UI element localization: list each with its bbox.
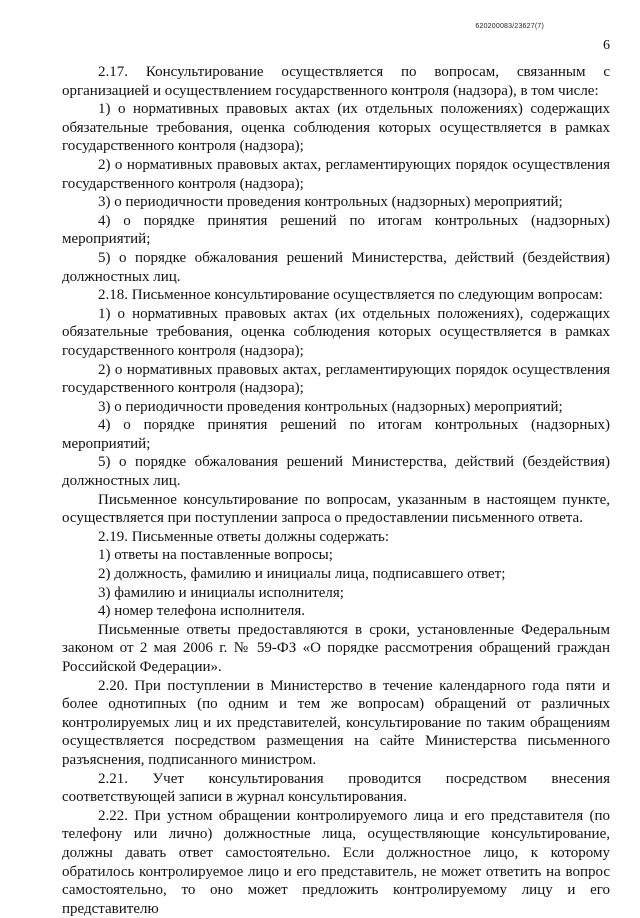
list-item: 4) о порядке принятия решений по итогам контрольных (надзорных) мероприятий; (62, 417, 610, 452)
list-item: 1) ответы на поставленные вопросы; (98, 547, 333, 564)
document-code: 620200083/23627(7) (475, 23, 544, 30)
list-item: 2) о нормативных правовых актах, регламентирующих порядок осуществления государственного контроля (надзора); (62, 156, 610, 192)
list-item: 2) должность, фамилию и инициалы лица, подписавшего ответ; (98, 566, 506, 583)
list-item: 1) о нормативных правовых актах (их отдельных положениях) содержащих обязательные требования, оценка соблюдения которых осуществляется в рамках государственного контроля (надзора); (62, 101, 610, 155)
list-item: 2) о нормативных правовых актах, регламентирующих порядок осуществления государственного контроля (надзора); (62, 361, 610, 397)
list-item: 3) фамилию и инициалы исполнителя; (98, 584, 344, 601)
paragraph-2-21: 2.21. Учет консультирования проводится посредством внесения соответствующей записи в журнал консультирования. (62, 770, 610, 806)
paragraph-text: Письменное консультирование по вопросам, указанным в настоящем пункте, осуществляется при поступлении запроса о предоставлении письменного ответа. (62, 491, 610, 527)
paragraph-2-18: 2.18. Письменное консультирование осуществляется по следующим вопросам: (98, 287, 603, 304)
list-item: 4) номер телефона исполнителя. (98, 603, 305, 620)
list-item: 5) о порядке обжалования решений Министерства, действий (бездействия) должностных лиц. (62, 249, 610, 285)
list-item: 3) о периодичности проведения контрольных (надзорных) мероприятий; (98, 194, 563, 211)
paragraph-text: Письменные ответы предоставляются в сроки, установленные Федеральным законом от 2 мая 2006 г. № 59-ФЗ «О порядке рассмотрения обращений граждан Российской Федерации». (62, 621, 610, 675)
list-item: 5) о порядке обжалования решений Министерства, действий (бездействия) должностных лиц. (62, 454, 610, 490)
document-body (62, 63, 610, 918)
paragraph-2-17: 2.17. Консультирование осуществляется по вопросам, связанным с организацией и осуществлением государственного контроля (надзора), в том числе: (62, 64, 610, 99)
paragraph-2-22: 2.22. При устном обращении контролируемого лица и его представителя (по телефону или лично) должностные лица, осуществляющие консультирование, должны давать ответ самостоятельно. Если должностное лицо, к которому обратилось контролируемое лицо и его представитель, не может ответить на вопрос самостоятельно, то оно может предложить контролируемому лицу и его представителю (62, 807, 610, 917)
list-item: 4) о порядке принятия решений по итогам контрольных (надзорных) мероприятий; (62, 212, 610, 248)
paragraph-2-19: 2.19. Письменные ответы должны содержать: (98, 528, 390, 545)
paragraph-2-20: 2.20. При поступлении в Министерство в течение календарного года пяти и более однотипных (по одним и тем же вопросам) обращений от различных контролируемых лиц и их представителей, консультирование по таким обращениям осуществляется посредством размещения на сайте Министерства письменного разъяснения, подписанного министром. (62, 677, 610, 768)
list-item: 3) о периодичности проведения контрольных (надзорных) мероприятий; (98, 398, 563, 415)
list-item: 1) о нормативных правовых актах (их отдельных положениях), содержащих обязательные требования, оценка соблюдения которых осуществляется в рамках государственного контроля (надзора); (62, 305, 610, 359)
page-number: 6 (603, 38, 610, 53)
